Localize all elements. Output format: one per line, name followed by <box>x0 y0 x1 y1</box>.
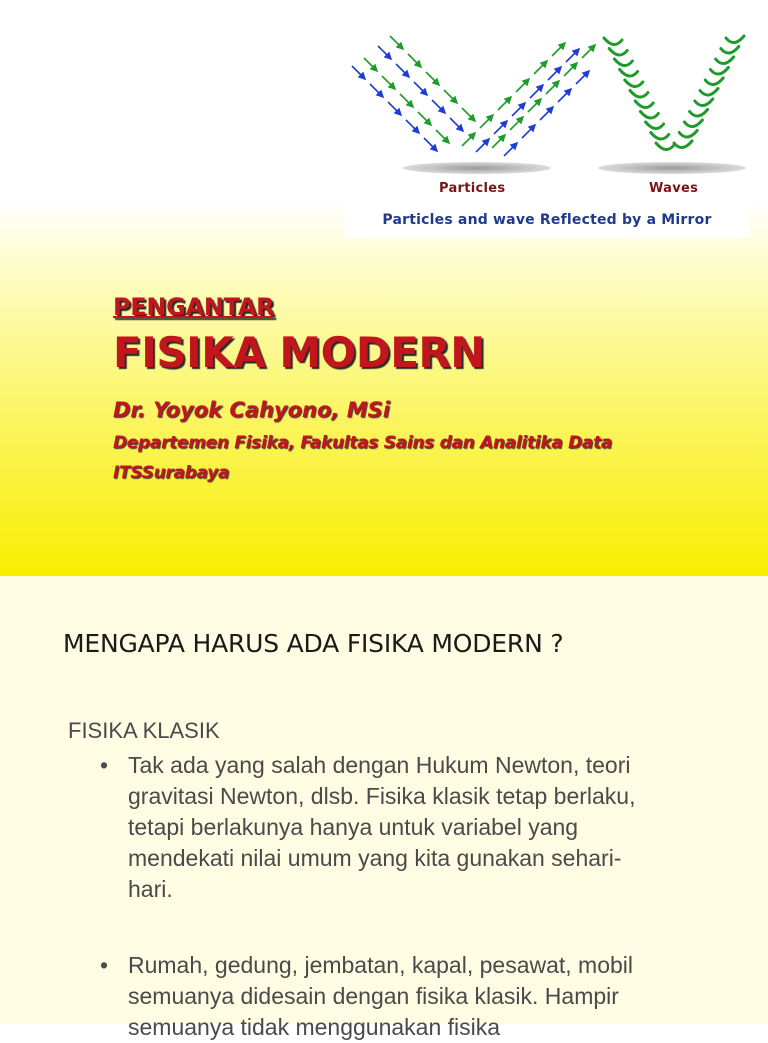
wave-icon <box>609 49 627 56</box>
arrow-icon <box>370 84 383 97</box>
arrow-icon <box>534 61 547 74</box>
reflection-figure <box>344 28 750 238</box>
bullet-dot-icon: • <box>100 752 109 778</box>
wave-icon <box>726 36 744 43</box>
arrow-icon <box>462 133 475 146</box>
arrow-icon <box>414 82 427 95</box>
arrow-icon <box>528 99 541 112</box>
arrow-icon <box>510 117 523 130</box>
wave-icon <box>646 122 664 129</box>
wave-icon <box>695 99 713 106</box>
wave-icon <box>721 47 739 54</box>
wave-icon <box>684 120 702 127</box>
particles-label: Particles <box>439 181 506 196</box>
arrow-icon <box>390 36 403 49</box>
arrow-icon <box>426 72 439 85</box>
arrow-icon <box>418 112 431 125</box>
arrow-icon <box>480 115 493 128</box>
wave-icon <box>604 38 622 45</box>
arrow-icon <box>436 130 449 143</box>
arrow-icon <box>516 79 529 92</box>
slide-content <box>0 576 768 1040</box>
wave-icon <box>716 57 734 64</box>
wave-icon <box>679 131 697 138</box>
arrow-icon <box>382 76 395 89</box>
particle-mirror <box>403 162 551 174</box>
arrow-icon <box>396 64 409 77</box>
arrow-icon <box>546 81 559 94</box>
arrow-icon <box>432 100 445 113</box>
slide2-title: MENGAPA HARUS ADA FISIKA MODERN ? <box>63 629 564 658</box>
wave-icon <box>635 101 653 108</box>
arrow-icon <box>388 102 401 115</box>
arrow-icon <box>352 66 365 79</box>
arrow-icon <box>498 97 511 110</box>
author-department: Departemen Fisika, Fakultas Sains dan Analitika Data <box>113 433 613 453</box>
arrow-icon <box>492 135 505 148</box>
arrow-icon <box>424 138 437 151</box>
arrow-icon <box>522 125 535 138</box>
wave-icon <box>651 133 669 140</box>
arrow-icon <box>530 85 543 98</box>
arrow-icon <box>400 94 413 107</box>
figure-caption: Particles and wave Reflected by a Mirror <box>382 212 712 228</box>
bullet-item <box>100 750 660 905</box>
wave-shapes <box>604 36 744 150</box>
wave-icon <box>630 91 648 98</box>
arrow-icon <box>548 67 561 80</box>
particle-arrows <box>352 36 595 156</box>
arrow-icon <box>494 121 507 134</box>
arrow-icon <box>406 120 419 133</box>
wave-icon <box>700 89 718 96</box>
arrow-icon <box>566 49 579 62</box>
arrow-icon <box>450 118 463 131</box>
arrow-icon <box>504 143 517 156</box>
title-pengantar: PENGANTAR <box>113 293 275 321</box>
arrow-icon <box>552 43 565 56</box>
wave-icon <box>625 80 643 87</box>
wave-mirror <box>598 162 746 174</box>
wave-icon <box>620 70 638 77</box>
arrow-icon <box>512 103 525 116</box>
arrow-icon <box>576 71 589 84</box>
wave-icon <box>656 143 674 150</box>
arrow-icon <box>558 89 571 102</box>
wave-icon <box>640 112 658 119</box>
arrow-icon <box>462 108 475 121</box>
arrow-icon <box>444 90 457 103</box>
wave-icon <box>690 110 708 117</box>
bullet-text: Rumah, gedung, jembatan, kapal, pesawat, mobil semuanya didesain dengan fisika klasik. Hampir semuanya tidak menggunakan fisika <box>128 952 634 1040</box>
waves-label: Waves <box>649 181 699 196</box>
wave-icon <box>674 141 692 148</box>
author-institution: ITSSurabaya <box>113 463 230 483</box>
arrow-icon <box>408 54 421 67</box>
arrow-icon <box>476 139 489 152</box>
arrow-icon <box>582 45 595 58</box>
title-fisika-modern: FISIKA MODERN <box>113 328 485 377</box>
bullet-dot-icon: • <box>100 952 109 978</box>
wave-icon <box>705 78 723 85</box>
wave-icon <box>614 59 632 66</box>
arrow-icon <box>540 107 553 120</box>
slide2-subtitle: FISIKA KLASIK <box>68 718 220 743</box>
bullet-item <box>100 950 660 1043</box>
arrow-icon <box>378 46 391 59</box>
author-name: Dr. Yoyok Cahyono, MSi <box>113 398 390 422</box>
bullet-text: Tak ada yang salah dengan Hukum Newton, teori gravitasi Newton, dlsb. Fisika klasik tetap berlaku, tetapi berlakunya hanya untuk variabel yang mendekati nilai umum yang kita gunakan sehari-hari. <box>128 752 636 902</box>
arrow-icon <box>564 63 577 76</box>
wave-icon <box>710 68 728 75</box>
arrow-icon <box>364 58 377 71</box>
